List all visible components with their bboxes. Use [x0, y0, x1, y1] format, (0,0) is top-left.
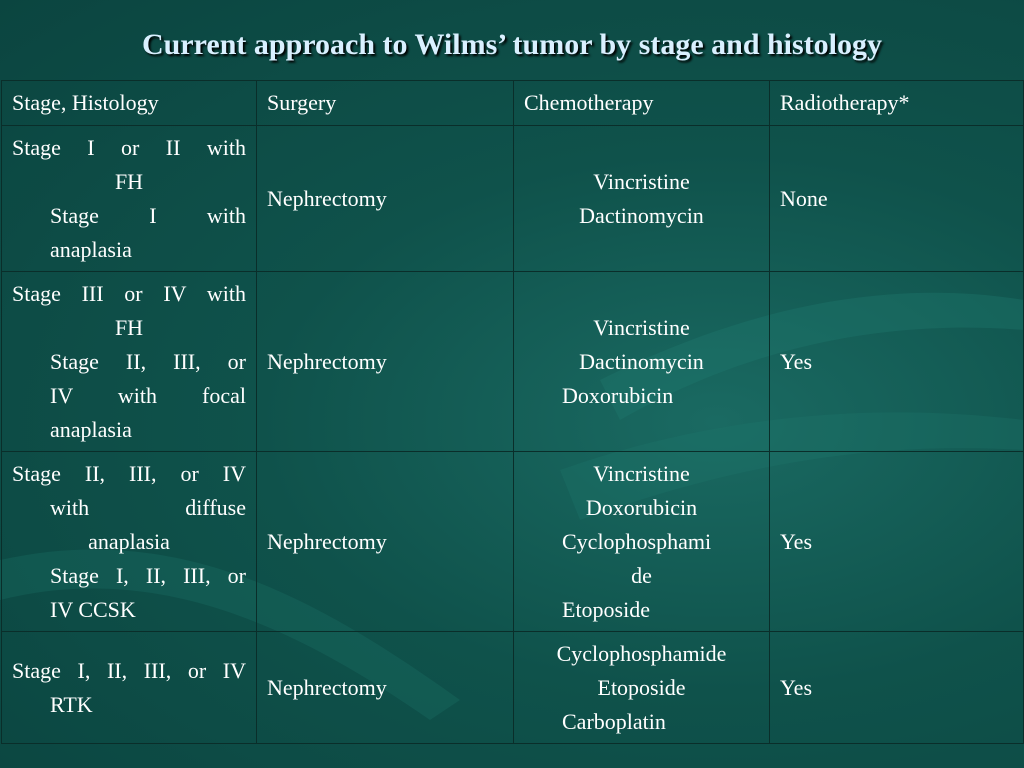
chemo-line: Cyclophosphamide	[556, 640, 727, 666]
stage-line: Stage III or IV with	[12, 280, 246, 306]
chemo-line: Doxorubicin	[562, 382, 674, 408]
treatment-table	[1, 80, 1024, 744]
table-row	[2, 632, 1024, 744]
table-header-row	[2, 81, 1024, 126]
header-chemotherapy: Chemotherapy	[514, 81, 770, 126]
table-row	[2, 272, 1024, 452]
stage-line: Stage I or II with	[12, 134, 246, 160]
stage-line: RTK	[50, 691, 93, 717]
stage-cell	[2, 452, 257, 632]
table-row	[2, 126, 1024, 272]
surgery-cell: Nephrectomy	[257, 632, 514, 744]
header-radiotherapy: Radiotherapy*	[770, 81, 1024, 126]
chemo-cell	[514, 126, 770, 272]
stage-line: Stage I, II, III, or	[50, 562, 246, 588]
radiotherapy-cell: Yes	[770, 632, 1024, 744]
stage-cell	[2, 272, 257, 452]
chemo-line: Vincristine	[593, 314, 690, 340]
chemo-line: Dactinomycin	[579, 348, 704, 374]
surgery-cell: Nephrectomy	[257, 452, 514, 632]
table-row	[2, 452, 1024, 632]
stage-line: Stage I, II, III, or IV	[12, 657, 246, 683]
chemo-line: Dactinomycin	[579, 202, 704, 228]
radiotherapy-cell: None	[770, 126, 1024, 272]
surgery-cell: Nephrectomy	[257, 126, 514, 272]
stage-line: Stage I with	[50, 202, 246, 228]
chemo-cell	[514, 452, 770, 632]
stage-line: IV CCSK	[50, 596, 136, 622]
chemo-line: Vincristine	[593, 168, 690, 194]
stage-cell	[2, 126, 257, 272]
stage-line: anaplasia	[50, 416, 132, 442]
radiotherapy-cell: Yes	[770, 452, 1024, 632]
stage-line: anaplasia	[88, 528, 170, 554]
chemo-line: Carboplatin	[562, 708, 666, 734]
stage-line: FH	[114, 314, 144, 340]
chemo-line: de	[631, 562, 652, 588]
stage-line: Stage II, III, or	[50, 348, 246, 374]
chemo-line: Etoposide	[562, 596, 650, 622]
header-stage-histology: Stage, Histology	[2, 81, 257, 126]
stage-line: Stage II, III, or IV	[12, 460, 246, 486]
stage-line: with diffuse	[50, 494, 246, 520]
surgery-cell: Nephrectomy	[257, 272, 514, 452]
stage-line: IV with focal	[50, 382, 246, 408]
stage-cell	[2, 632, 257, 744]
header-surgery: Surgery	[257, 81, 514, 126]
chemo-cell	[514, 632, 770, 744]
chemo-line: Vincristine	[593, 460, 690, 486]
slide-title: Current approach to Wilms’ tumor by stage and histology	[141, 28, 883, 61]
stage-line: anaplasia	[50, 236, 132, 262]
radiotherapy-cell: Yes	[770, 272, 1024, 452]
chemo-line: Doxorubicin	[585, 494, 698, 520]
chemo-line: Cyclophosphami	[562, 528, 712, 554]
stage-line: FH	[114, 168, 144, 194]
chemo-line: Etoposide	[597, 674, 686, 700]
chemo-cell	[514, 272, 770, 452]
